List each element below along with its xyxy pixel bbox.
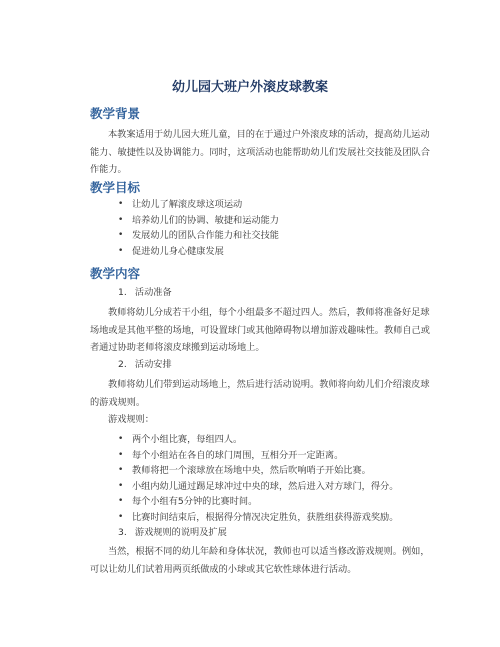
step-1-paragraph: 教师将幼儿分成若干小组，每个小组最多不超过四人。然后，教师将准备好足球场地或是其他平整的场地，可设置球门或其他障碍物以增加游戏趣味性。教师自己或者通过协助老师将滚皮球搬到运动场地上。: [90, 307, 430, 353]
step-2: [118, 357, 172, 373]
rules-label: 游戏规则：: [108, 414, 154, 425]
list-item: • 让幼儿了解滚皮球这项运动: [90, 197, 430, 213]
bullet-icon: •: [118, 434, 124, 444]
list-item: • 比赛时间结束后，根据得分情况决定胜负，获胜组获得游戏奖励。: [90, 510, 430, 526]
step-number: 2.: [118, 359, 127, 370]
bullet-icon: •: [118, 199, 124, 209]
bullet-icon: •: [118, 214, 124, 225]
background-paragraph: 本教案适用于幼儿园大班儿童，目的在于通过户外滚皮球的活动，提高幼儿运动能力、敏捷性以及协调能力。同时，这项活动也能帮助幼儿们发展社交技能及团队合作能力。: [90, 129, 430, 175]
rules-list: [90, 432, 430, 526]
step-label: 游戏规则的说明及扩展: [134, 527, 227, 538]
step-2-paragraph: 教师将幼儿们带到运动场地上，然后进行活动说明。教师将向幼儿们介绍滚皮球的游戏规则。: [90, 379, 430, 408]
goals-list: [90, 197, 430, 259]
bullet-icon: •: [118, 245, 124, 256]
step-number: 1.: [118, 287, 127, 298]
bullet-icon: •: [118, 465, 124, 476]
list-item: • 发展幼儿的团队合作能力和社交技能: [90, 228, 430, 244]
section-heading-goals: 教学目标: [90, 180, 141, 195]
step-number: 3.: [118, 527, 127, 538]
bullet-icon: •: [118, 480, 124, 491]
step-label: 活动安排: [134, 359, 172, 370]
bullet-icon: •: [118, 230, 124, 241]
section-heading-background: 教学背景: [90, 106, 141, 121]
bullet-icon: •: [118, 449, 124, 460]
list-item: • 两个小组比赛，每组四人。: [90, 432, 430, 448]
step-label: 活动准备: [134, 287, 172, 298]
section-heading-content: 教学内容: [90, 266, 141, 281]
bullet-icon: •: [118, 496, 124, 507]
step-1: [118, 285, 172, 301]
step-3-paragraph: 当然，根据不同的幼儿年龄和身体状况，教师也可以适当修改游戏规则。例如，可以让幼儿们试着用两页纸做成的小球或其它软性球体进行活动。: [90, 546, 430, 575]
list-item: • 每个小组站在各自的球门周围，互相分开一定距离。: [90, 448, 430, 464]
list-item: • 教师将把一个滚球放在场地中央，然后吹响哨子开始比赛。: [90, 463, 430, 479]
list-item: • 小组内幼儿通过踢足球冲过中央的球，然后进入对方球门，得分。: [90, 479, 430, 495]
document-title: 幼儿园大班户外滚皮球教案: [171, 80, 328, 95]
step-3: [118, 525, 227, 541]
list-item: • 每个小组有5分钟的比赛时间。: [90, 494, 430, 510]
list-item: • 促进幼儿身心健康发展: [90, 244, 430, 260]
bullet-icon: •: [118, 511, 124, 522]
list-item: • 培养幼儿们的协调、敏捷和运动能力: [90, 213, 430, 229]
